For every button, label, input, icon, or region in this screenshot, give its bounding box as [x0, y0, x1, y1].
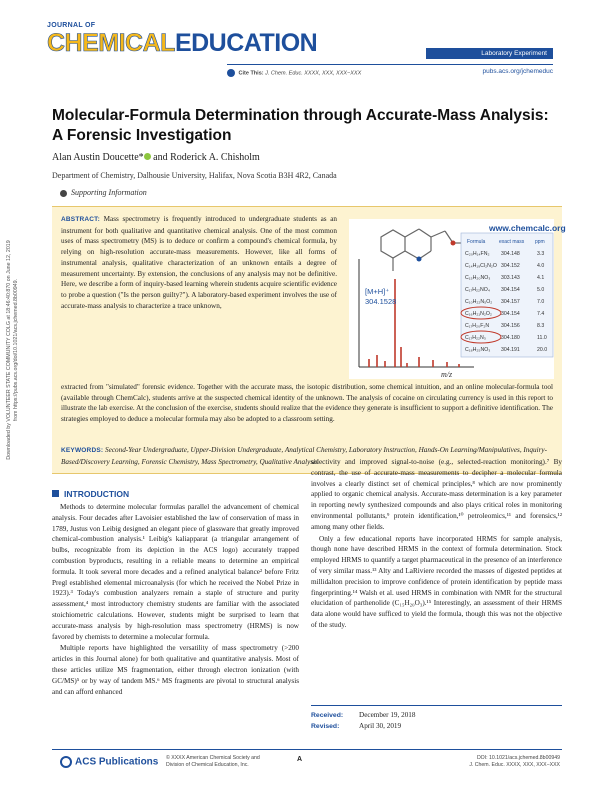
- table-row-ppm: 11.0: [537, 335, 547, 341]
- table-row-ppm: 3.3: [537, 251, 545, 257]
- cite-prefix: Cite This:: [238, 70, 264, 77]
- toc-graphic: [349, 219, 566, 379]
- download-sidebar: [0, 200, 26, 500]
- table-row-formula: C₁₀H₂₂N₅O₂: [465, 299, 493, 305]
- intro-paragraph: Methods to determine molecular formulas parallel the advancement of chemical analysis. Four decades after Lavoisier established the law of conservation of mass in 1789, Justus von Leibig designed an elegant piece of glassware that greatly improved chemical-combustion analysis.¹ Leibig's kaliapparat (a triangular arrangement of bulbs, recognizable from its depiction in the ACS logo) accurately trapped combustion byproducts, resulting in a reliable means to determine an empirical formula. It took several more decades and a refined analytical balance² before Fritz Pregl established elemental microanalysis (for which he received the Nobel Prize in 1923).³ Today's combustion analyzers remain a staple of structure and purity assessment,⁴ most introductory chemistry students are familiar with the associated stoichiometric calculations. However, students might be surprised to learn that accurate-mass analysis by high-resolution mass spectrometry (HRMS) is now favored by chemists to determine a molecular formula.: [52, 503, 299, 641]
- table-row-ppm: 7.0: [537, 299, 545, 305]
- download-notice-line1: Downloaded by VOLUNTEER STATE COMMUNITY COLG at 18:46:40:870 on June 12, 2019: [6, 240, 12, 460]
- page-number: A: [297, 756, 303, 763]
- abstract-label: ABSTRACT:: [61, 216, 100, 223]
- oxygen-atom-icon: [451, 241, 456, 246]
- nitrogen-atom-icon: [417, 257, 422, 262]
- table-row-ppm: 8.3: [537, 323, 545, 329]
- supporting-information-link[interactable]: [60, 188, 147, 197]
- author-chisholm[interactable]: and Roderick A. Chisholm: [150, 152, 260, 163]
- supporting-info-label: Supporting Information: [71, 188, 147, 197]
- section-badge: Laboratory Experiment: [426, 48, 553, 59]
- acs-publications-logo[interactable]: [60, 756, 158, 768]
- table-row-mass: 304.152: [501, 263, 520, 269]
- table-header-mass: exact mass: [499, 239, 525, 245]
- journal-url[interactable]: pubs.acs.org/jchemeduc: [482, 68, 553, 75]
- copyright-line2: Division of Chemical Education, Inc.: [166, 761, 249, 768]
- copyright: [166, 755, 260, 768]
- abstract-part1: Mass spectrometry is frequently introduced to undergraduate students as an instrument for both qualitative and quantitative chemical analysis. One of the most common uses of mass spectrometry (MS) is to deduce or confirm a compound's chemical formula, by relying on high-resolution accurate-mass measurements. However, like all forms of instrumental analysis, qualitative characterization of an unknown entails a degree of measurement uncertainty. By extension, the conclusions of any analysis may not be definitive. Here, we describe a form of inquiry-based learning wherein students acquire scientific evidence to probe a question ("Is the person guilty?"). A laboratory-based experiment involves the use of accurate-mass analysis to characterize a trace unknown,: [61, 215, 337, 310]
- peak-label-ion: [M+H]⁺: [365, 287, 390, 296]
- keywords-list: Second-Year Undergraduate, Upper-Division Undergraduate, Analytical Chemistry, Laboratory Instruction, Hands-On Learning/Manipulatives, Inquiry-Based/Discovery Learning, Forensic Chemistry, Mass Spectrometry, Qualitative Analysis: [61, 446, 547, 466]
- logo-chemical: CHEMICAL: [47, 29, 175, 57]
- corresponding-mark: *: [138, 152, 144, 163]
- affiliation: Department of Chemistry, Dalhousie University, Halifax, Nova Scotia B3H 4R2, Canada: [52, 171, 337, 180]
- cite-icon: [227, 69, 235, 77]
- table-header-ppm: ppm: [535, 239, 545, 245]
- journal-logo[interactable]: [47, 30, 317, 56]
- intro-paragraph: selectivity and improved signal-to-noise (e.g., selected-reaction monitoring).⁷ By contrast, the use of accurate-mass measurements to decipher a molecular formula involves a clearly distinct set of chemical principles,⁸ which are now prominently applied to organic chemical analysis. Accurate-mass determination is a key parameter in reporting newly synthesized compounds and also plays critical roles in monitoring environmental pollutants,⁹ protein identification,¹⁰ petroleomics,¹¹ and forensics,¹² among many other fields.: [311, 458, 562, 531]
- received-value: December 19, 2018: [359, 711, 416, 719]
- doi-link[interactable]: DOI: 10.1021/acs.jchemed.8b00949: [476, 755, 560, 761]
- revised-value: April 30, 2019: [359, 722, 402, 730]
- header-divider: [227, 64, 553, 65]
- logo-education: EDUCATION: [174, 29, 318, 57]
- right-column: [311, 457, 562, 631]
- table-row-formula: C₁₆H₂₁N₂O₂: [465, 311, 492, 317]
- abstract-text-upper: [61, 214, 337, 311]
- table-row-formula: C₁₇H₂₂NO₄: [465, 287, 490, 293]
- table-row-formula: C₁₅H₂₀NO₃: [465, 275, 491, 281]
- introduction-heading-text: INTRODUCTION: [64, 489, 130, 499]
- table-row-mass: 304.157: [501, 299, 520, 305]
- table-row-mass: 304.191: [501, 347, 520, 353]
- table-row-formula: C₁₈H₂₅NO₃: [465, 347, 491, 353]
- intro-paragraph: Multiple reports have highlighted the versatility of mass spectrometry (>200 articles in this Journal alone) for both qualitative and quantitative analysis. Most of these articles utilize MS fragmentation, either through electron ionization (with GC/MS)⁵ or by way of tandem MS.⁶ MS fragments are pivotal to structural analysis and can afford enhanced: [52, 644, 299, 696]
- table-row-ppm: 20.0: [537, 347, 548, 353]
- table-row-ppm: 5.0: [537, 287, 545, 293]
- author-line: [52, 152, 260, 163]
- table-row-mass: 304.154: [501, 287, 520, 293]
- author-doucette[interactable]: Alan Austin Doucette: [52, 152, 139, 163]
- left-column: [52, 502, 299, 697]
- footer-divider: [52, 749, 562, 750]
- table-row-ppm: 4.1: [537, 275, 545, 281]
- cite-this[interactable]: [227, 69, 361, 77]
- revised-date: [311, 721, 562, 732]
- table-row-mass: 303.143: [501, 275, 520, 281]
- table-row-formula: C₂₀H₁₄FN₂: [465, 251, 490, 257]
- download-notice: [6, 240, 20, 459]
- table-row-mass: 304.154: [501, 311, 520, 317]
- table-row-formula: C₁₇H₂₀F₂N: [465, 323, 490, 329]
- table-row-formula: C₁₄H₁₉Cl₂N₂O: [465, 263, 497, 269]
- toc-graphic-svg: [349, 219, 554, 379]
- table-row-mass: 304.148: [501, 251, 520, 257]
- keywords-label: KEYWORDS:: [61, 447, 104, 454]
- revised-label: Revised:: [311, 723, 340, 730]
- acs-logo-icon: [60, 756, 72, 768]
- section-square-icon: [52, 490, 59, 497]
- intro-paragraph: Only a few educational reports have incorporated HRMS for sample analysis, though none have described HRMS in the context of formula determination. Stock employed HRMS to quantify a target pharmaceutical in the presence of an interference of very similar mass.¹³ Alty and LaRiviere recorded the masses of digested peptides at millidalton precision to improve confidence of protein identification by peptide mass fingerprinting.¹⁴ Walsh et al. used HRMS in combination with NMR for the structural elucidation of parthenolide (C₁₅H₂₀O₃).¹⁵ Interestingly, an assessment of their HRMS data alone would have sufficed to yield the formula, though this was not the objective of the study.: [311, 534, 562, 629]
- table-header-formula: Formula: [467, 239, 486, 245]
- journal-header: [47, 22, 553, 84]
- table-row-ppm: 4.0: [537, 263, 545, 269]
- copyright-line1: © XXXX American Chemical Society and: [166, 755, 260, 761]
- received-label: Received:: [311, 712, 344, 719]
- peak-label-mass: 304.1528: [365, 297, 397, 306]
- molecule-structure-icon: [381, 229, 467, 271]
- spectrum-axis-label: m/z: [441, 370, 453, 379]
- acs-publications-label: ACS Publications: [75, 756, 159, 768]
- doi-block: [469, 755, 560, 768]
- abstract-text-lower: extracted from "simulated" forensic evidence. Together with the accurate mass, the isotopic distribution, some chemical intuition, and an online molecular-formula tool (available through ChemCalc), students arrive at the suspected chemical identity of the unknown. The analysis of cocaine on circulating currency is used in this report to illustrate the lab exercise. At the conclusion of the exercise, students should realize that the evidence they generate is insufficient to support a definitive identification. The strategies employed to deduce a molecular formula may also be adopted to a classroom setting.: [61, 383, 553, 424]
- table-row-ppm: 7.4: [537, 311, 545, 317]
- download-notice-line2: from https://pubs.acs.org/doi/10.1021/acs.jchemed.8b00949.: [13, 278, 19, 422]
- table-row-formula: C₁₇H₂₂N₃: [465, 335, 486, 341]
- introduction-heading: [52, 489, 129, 499]
- supporting-info-icon: [60, 190, 67, 197]
- abstract-box: [52, 206, 566, 474]
- orcid-icon[interactable]: [144, 153, 151, 160]
- table-row-mass: 304.180: [501, 335, 520, 341]
- table-row-mass: 304.156: [501, 323, 520, 329]
- chemcalc-url: www.chemcalc.org: [489, 223, 566, 233]
- logo-journal-of: JOURNAL OF: [47, 22, 96, 29]
- article-dates: [311, 705, 562, 732]
- footer-citation: J. Chem. Educ. XXXX, XXX, XXX−XXX: [469, 761, 560, 768]
- cite-text: J. Chem. Educ. XXXX, XXX, XXX−XXX: [265, 70, 362, 77]
- received-date: [311, 710, 562, 721]
- article-title: Molecular-Formula Determination through Accurate-Mass Analysis: A Forensic Investigation: [52, 107, 549, 144]
